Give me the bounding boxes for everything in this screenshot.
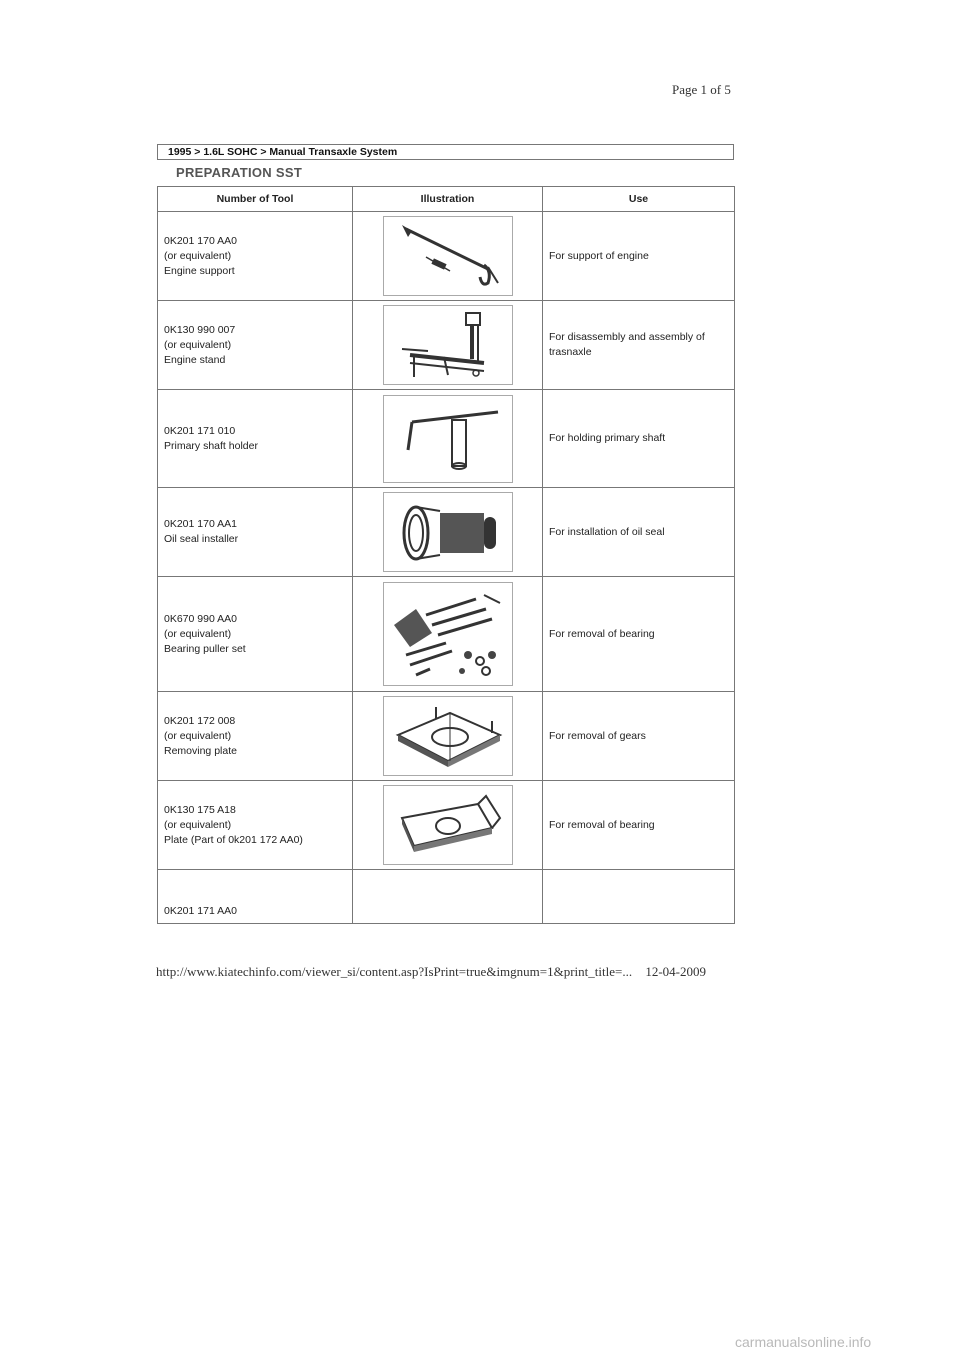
illustration-cell xyxy=(353,692,543,781)
illustration-cell xyxy=(353,390,543,488)
primary-shaft-holder-drawing xyxy=(383,395,513,483)
footer-date: 12-04-2009 xyxy=(645,964,706,979)
tool-note: (or equivalent) xyxy=(164,729,232,742)
table-row xyxy=(158,301,735,390)
tool-cell xyxy=(158,390,353,488)
footer-url: http://www.kiatechinfo.com/viewer_si/content.asp?IsPrint=true&imgnum=1&print_title=... xyxy=(156,964,633,979)
tool-name: Primary shaft holder xyxy=(164,439,258,452)
header-number-of-tool: Number of Tool xyxy=(158,187,353,212)
tool-cell xyxy=(158,577,353,692)
table-row xyxy=(158,577,735,692)
tool-number: 0K670 990 AA0 xyxy=(164,612,237,625)
table-header-row xyxy=(158,187,735,212)
tool-number: 0K201 170 AA1 xyxy=(164,518,237,530)
tool-name: Engine stand xyxy=(164,353,226,366)
table-row xyxy=(158,870,735,924)
use-cell xyxy=(543,577,735,692)
tool-name: Engine support xyxy=(164,264,235,277)
use-cell xyxy=(543,488,735,577)
watermark: carmanualsonline.info xyxy=(735,1334,872,1350)
tool-cell xyxy=(158,692,353,781)
breadcrumb: 1995 > 1.6L SOHC > Manual Transaxle System xyxy=(157,144,734,160)
tool-number: 0K130 175 A18 xyxy=(164,803,236,816)
tool-cell xyxy=(158,301,353,390)
use-cell xyxy=(543,301,735,390)
table-row xyxy=(158,781,735,870)
sst-table xyxy=(157,186,735,924)
tool-number: 0K201 171 010 xyxy=(164,424,236,437)
tool-name: Removing plate xyxy=(164,744,237,757)
tool-name: Bearing puller set xyxy=(164,642,246,655)
use-text: For disassembly and assembly of xyxy=(549,331,705,343)
engine-support-drawing xyxy=(383,216,513,296)
illustration-cell xyxy=(353,488,543,577)
tool-note: (or equivalent) xyxy=(164,627,232,640)
engine-stand-drawing xyxy=(383,305,513,385)
illustration-cell xyxy=(353,577,543,692)
use-cell xyxy=(543,692,735,781)
page-footer xyxy=(156,964,706,980)
tool-cell xyxy=(158,488,353,577)
use-text: For holding primary shaft xyxy=(549,432,666,444)
tool-number: 0K201 170 AA0 xyxy=(164,234,237,247)
header-use: Use xyxy=(543,187,735,212)
tool-cell xyxy=(158,212,353,301)
tool-number: 0K130 990 007 xyxy=(164,323,236,336)
use-text: For removal of bearing xyxy=(549,627,655,640)
use-cell xyxy=(543,390,735,488)
tool-name: Oil seal installer xyxy=(164,533,239,545)
section-title: PREPARATION SST xyxy=(176,165,303,180)
use-text: For installation of oil seal xyxy=(549,525,665,538)
removing-plate-drawing xyxy=(383,696,513,776)
illustration-cell xyxy=(353,301,543,390)
tool-name: Plate (Part of 0k201 172 AA0) xyxy=(164,833,303,846)
tool-cell xyxy=(158,781,353,870)
tool-cell xyxy=(158,870,353,924)
tool-number: 0K201 171 AA0 xyxy=(164,905,237,917)
tool-note: (or equivalent) xyxy=(164,818,232,831)
oil-seal-installer-drawing xyxy=(383,492,513,572)
use-cell xyxy=(543,212,735,301)
table-row xyxy=(158,488,735,577)
illustration-cell xyxy=(353,212,543,301)
table-row xyxy=(158,212,735,301)
use-text: For removal of gears xyxy=(549,729,646,742)
use-cell xyxy=(543,781,735,870)
bearing-puller-set-drawing xyxy=(383,582,513,686)
illustration-cell xyxy=(353,870,543,924)
illustration-cell xyxy=(353,781,543,870)
table-row xyxy=(158,390,735,488)
use-text: For support of engine xyxy=(549,249,649,262)
use-text: trasnaxle xyxy=(549,346,592,358)
use-cell xyxy=(543,870,735,924)
use-text: For removal of bearing xyxy=(549,818,655,831)
page-number: Page 1 of 5 xyxy=(672,82,731,97)
tool-note: (or equivalent) xyxy=(164,338,232,351)
tool-number: 0K201 172 008 xyxy=(164,714,236,727)
tool-note: (or equivalent) xyxy=(164,249,232,262)
header-illustration: Illustration xyxy=(353,187,543,212)
plate-drawing xyxy=(383,785,513,865)
table-row xyxy=(158,692,735,781)
